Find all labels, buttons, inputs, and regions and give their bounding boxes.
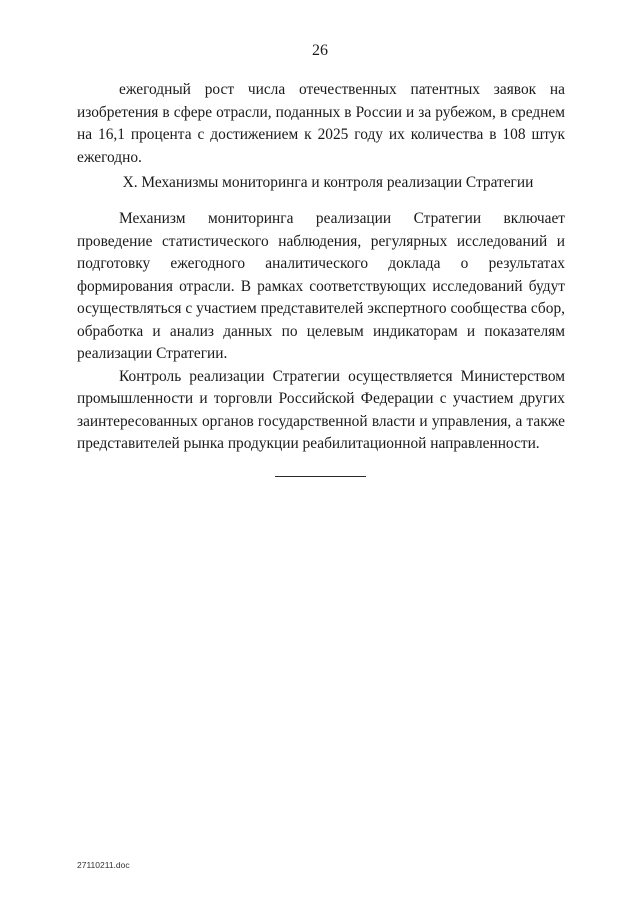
page-number: 26 <box>312 42 328 59</box>
footer-filename: 27110211.doc <box>77 860 130 870</box>
paragraph: Механизм мониторинга реализации Стратегии включает проведение статистического наблюдения, регулярных исследований и подготовку ежегодного аналитического доклада о результатах формирования отрасли. В рамках соответствующих исследований будут осуществляться с участием представителей экспертного сообщества сбор, обработка и анализ данных по целевым индикаторам и показателям реализации Стратегии. <box>77 210 565 362</box>
continuation-text <box>77 79 565 169</box>
closing-divider <box>275 476 366 477</box>
section-body <box>77 208 565 456</box>
paragraph: ежегодный рост числа отечественных патентных заявок на изобретения в сфере отрасли, поданных в России и за рубежом, в среднем на 16,1 процента с достижением к 2025 году их количества в 108 штук ежегодно. <box>77 81 565 166</box>
paragraph: Контроль реализации Стратегии осуществляется Министерством промышленности и торговли Российской Федерации с участием других заинтересованных органов государственной власти и управления, а также представителей рынка продукции реабилитационной направленности. <box>77 367 565 452</box>
section-heading: X. Механизмы мониторинга и контроля реализации Стратегии <box>122 174 534 191</box>
